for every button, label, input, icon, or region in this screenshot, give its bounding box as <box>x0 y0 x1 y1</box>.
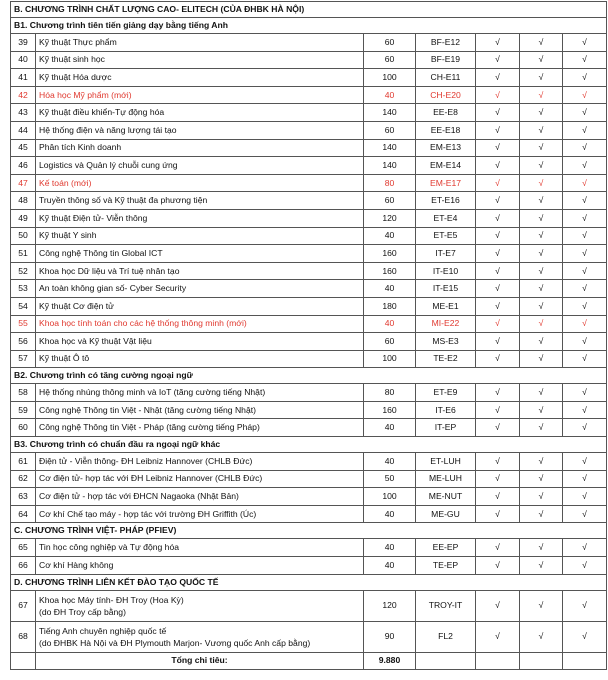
total-empty-cell <box>520 652 563 669</box>
section-header-row <box>11 2 607 18</box>
row-number: 40 <box>11 51 36 69</box>
program-code: EM-E17 <box>416 174 476 192</box>
check-mark-cell: √ <box>476 350 520 368</box>
check-mark-cell: √ <box>476 280 520 298</box>
table-row <box>11 139 607 157</box>
check-mark-cell: √ <box>563 557 607 575</box>
quota-cell: 80 <box>364 384 416 402</box>
program-name <box>36 419 364 437</box>
program-code: IT-E10 <box>416 262 476 280</box>
program-name <box>36 470 364 488</box>
check-mark-cell: √ <box>476 384 520 402</box>
program-name <box>36 121 364 139</box>
check-mark-cell: √ <box>563 174 607 192</box>
program-name-text: Truyền thông số và Kỹ thuật đa phương tiện <box>39 195 208 206</box>
table-row <box>11 488 607 506</box>
check-mark-cell: √ <box>520 384 563 402</box>
check-mark-cell: √ <box>476 419 520 437</box>
section-header-row <box>11 368 607 384</box>
row-number: 48 <box>11 192 36 210</box>
program-name-text: Cơ khí Chế tạo máy - hợp tác với trường ĐH Griffith (Úc) <box>39 508 257 519</box>
row-number: 62 <box>11 470 36 488</box>
check-mark-cell: √ <box>563 350 607 368</box>
program-name <box>36 488 364 506</box>
check-mark-cell: √ <box>563 104 607 122</box>
program-name-text: Kỹ thuật Thực phẩm <box>39 36 117 47</box>
program-name-text: Cơ điện tử- hợp tác với ĐH Leibniz Hannover (CHLB Đức) <box>39 473 263 484</box>
check-mark-cell: √ <box>476 333 520 351</box>
program-name-text: Kỹ thuật Điện tử- Viễn thông <box>39 212 148 223</box>
table-row <box>11 51 607 69</box>
program-name-text: Khoa học Dữ liệu và Trí tuệ nhân tạo <box>39 265 180 276</box>
program-code: BF-E19 <box>416 51 476 69</box>
program-code: ME-GU <box>416 505 476 523</box>
total-empty-cell <box>476 652 520 669</box>
table-row <box>11 121 607 139</box>
check-mark-cell: √ <box>520 121 563 139</box>
program-name <box>36 315 364 333</box>
check-mark-cell: √ <box>563 121 607 139</box>
quota-cell: 140 <box>364 104 416 122</box>
table-row <box>11 209 607 227</box>
program-name <box>36 51 364 69</box>
program-name <box>36 262 364 280</box>
program-name <box>36 621 364 652</box>
table-row <box>11 262 607 280</box>
section-title: B1. Chương trình tiên tiến giảng dạy bằng tiếng Anh <box>11 18 607 34</box>
section-header-row <box>11 523 607 539</box>
row-number: 66 <box>11 557 36 575</box>
row-number: 61 <box>11 453 36 471</box>
table-row <box>11 539 607 557</box>
row-number: 53 <box>11 280 36 298</box>
row-number: 41 <box>11 69 36 87</box>
quota-cell: 50 <box>364 470 416 488</box>
program-name-text: Cơ điện tử - hợp tác với ĐHCN Nagaoka (Nhật Bản) <box>39 491 239 502</box>
program-name <box>36 557 364 575</box>
quota-cell: 60 <box>364 192 416 210</box>
program-name-text: Tiếng Anh chuyên nghiệp quốc tế <box>39 625 167 636</box>
program-name-text: Logistics và Quản lý chuỗi cung ứng <box>39 159 178 170</box>
check-mark-cell: √ <box>476 401 520 419</box>
table-row <box>11 384 607 402</box>
check-mark-cell: √ <box>476 539 520 557</box>
program-name-text: Kế toán (mới) <box>39 177 92 188</box>
check-mark-cell: √ <box>520 470 563 488</box>
check-mark-cell: √ <box>476 192 520 210</box>
program-code: ET-LUH <box>416 453 476 471</box>
program-name-text: Hệ thống điện và năng lượng tái tạo <box>39 124 177 135</box>
table-row <box>11 401 607 419</box>
table-row <box>11 280 607 298</box>
check-mark-cell: √ <box>520 280 563 298</box>
program-name <box>36 590 364 621</box>
program-code: TE-EP <box>416 557 476 575</box>
quota-cell: 120 <box>364 590 416 621</box>
row-number: 49 <box>11 209 36 227</box>
program-code: EE-E18 <box>416 121 476 139</box>
check-mark-cell: √ <box>520 227 563 245</box>
check-mark-cell: √ <box>476 157 520 175</box>
program-name <box>36 333 364 351</box>
check-mark-cell: √ <box>520 453 563 471</box>
check-mark-cell: √ <box>563 51 607 69</box>
check-mark-cell: √ <box>520 104 563 122</box>
program-name-text: Hệ thống nhúng thông minh và IoT (tăng cường tiếng Nhật) <box>39 387 266 398</box>
check-mark-cell: √ <box>563 470 607 488</box>
program-name-note: (do ĐHBK Hà Nội và ĐH Plymouth Marjon- Vương quốc Anh cấp bằng) <box>39 637 311 648</box>
program-name <box>36 280 364 298</box>
check-mark-cell: √ <box>476 86 520 104</box>
check-mark-cell: √ <box>476 505 520 523</box>
check-mark-cell: √ <box>476 262 520 280</box>
quota-cell: 90 <box>364 621 416 652</box>
row-number: 54 <box>11 297 36 315</box>
check-mark-cell: √ <box>563 209 607 227</box>
program-name-text: Kỹ thuật Hóa dược <box>39 71 112 82</box>
program-code: MI-E22 <box>416 315 476 333</box>
program-code: EE-E8 <box>416 104 476 122</box>
program-code: IT-E7 <box>416 245 476 263</box>
check-mark-cell: √ <box>520 34 563 52</box>
section-title: B. CHƯƠNG TRÌNH CHẤT LƯỢNG CAO- ELITECH (CỦA ĐHBK HÀ NỘI) <box>11 2 607 18</box>
program-code: IT-E6 <box>416 401 476 419</box>
program-name-text: Khoa học tính toán cho các hệ thống thông minh (mới) <box>39 318 247 329</box>
check-mark-cell: √ <box>476 139 520 157</box>
program-name <box>36 245 364 263</box>
check-mark-cell: √ <box>563 227 607 245</box>
program-name-text: Kỹ thuật điều khiển-Tự động hóa <box>39 107 165 118</box>
program-code: IT-E15 <box>416 280 476 298</box>
total-value: 9.880 <box>364 652 416 669</box>
table-row <box>11 297 607 315</box>
check-mark-cell: √ <box>476 34 520 52</box>
program-name-text: Phân tích Kinh doanh <box>39 142 122 153</box>
table-row <box>11 419 607 437</box>
table-row <box>11 227 607 245</box>
quota-cell: 140 <box>364 139 416 157</box>
check-mark-cell: √ <box>476 297 520 315</box>
program-name-text: Công nghệ Thông tin Global ICT <box>39 247 163 258</box>
check-mark-cell: √ <box>563 384 607 402</box>
check-mark-cell: √ <box>563 590 607 621</box>
quota-cell: 100 <box>364 69 416 87</box>
table-row <box>11 245 607 263</box>
quota-cell: 100 <box>364 350 416 368</box>
table-row <box>11 470 607 488</box>
table-row <box>11 157 607 175</box>
program-name <box>36 139 364 157</box>
table-row <box>11 34 607 52</box>
table-row <box>11 104 607 122</box>
quota-cell: 180 <box>364 297 416 315</box>
program-code: IT-EP <box>416 419 476 437</box>
total-empty-cell <box>11 652 36 669</box>
quota-cell: 60 <box>364 34 416 52</box>
check-mark-cell: √ <box>476 69 520 87</box>
quota-cell: 40 <box>364 419 416 437</box>
check-mark-cell: √ <box>520 401 563 419</box>
row-number: 50 <box>11 227 36 245</box>
quota-cell: 160 <box>364 262 416 280</box>
quota-cell: 40 <box>364 86 416 104</box>
table-row <box>11 333 607 351</box>
program-name <box>36 453 364 471</box>
quota-cell: 40 <box>364 453 416 471</box>
program-name <box>36 401 364 419</box>
table-row <box>11 192 607 210</box>
check-mark-cell: √ <box>520 174 563 192</box>
check-mark-cell: √ <box>563 192 607 210</box>
quota-cell: 100 <box>364 488 416 506</box>
quota-cell: 40 <box>364 227 416 245</box>
program-name <box>36 174 364 192</box>
check-mark-cell: √ <box>520 350 563 368</box>
table-row <box>11 315 607 333</box>
check-mark-cell: √ <box>476 621 520 652</box>
check-mark-cell: √ <box>563 34 607 52</box>
program-code: BF-E12 <box>416 34 476 52</box>
row-number: 55 <box>11 315 36 333</box>
check-mark-cell: √ <box>563 505 607 523</box>
check-mark-cell: √ <box>476 245 520 263</box>
quota-cell: 40 <box>364 539 416 557</box>
total-empty-cell <box>416 652 476 669</box>
program-name-text: Hóa học Mỹ phẩm (mới) <box>39 89 132 100</box>
program-name <box>36 86 364 104</box>
check-mark-cell: √ <box>476 51 520 69</box>
check-mark-cell: √ <box>476 121 520 139</box>
program-code: EM-E14 <box>416 157 476 175</box>
program-code: EE-EP <box>416 539 476 557</box>
section-title: B3. Chương trình có chuẩn đầu ra ngoại ngữ khác <box>11 437 607 453</box>
program-name-text: Công nghệ Thông tin Việt - Nhật (tăng cường tiếng Nhật) <box>39 404 256 415</box>
program-name <box>36 297 364 315</box>
program-name-text: Khoa học và Kỹ thuật Vật liệu <box>39 335 152 346</box>
row-number: 56 <box>11 333 36 351</box>
section-title: B2. Chương trình có tăng cường ngoại ngữ <box>11 368 607 384</box>
program-name <box>36 505 364 523</box>
row-number: 63 <box>11 488 36 506</box>
row-number: 42 <box>11 86 36 104</box>
check-mark-cell: √ <box>476 557 520 575</box>
check-mark-cell: √ <box>476 315 520 333</box>
program-code: ME-NUT <box>416 488 476 506</box>
program-name <box>36 157 364 175</box>
total-empty-cell <box>563 652 607 669</box>
row-number: 44 <box>11 121 36 139</box>
table-row <box>11 174 607 192</box>
program-name-text: Kỹ thuật Cơ điện tử <box>39 300 114 311</box>
row-number: 65 <box>11 539 36 557</box>
program-code: TROY-IT <box>416 590 476 621</box>
check-mark-cell: √ <box>476 104 520 122</box>
program-code: CH-E20 <box>416 86 476 104</box>
program-name-text: Tin học công nghiệp và Tự động hóa <box>39 542 180 553</box>
check-mark-cell: √ <box>520 157 563 175</box>
program-name-text: Kỹ thuật Ô tô <box>39 353 90 364</box>
program-name <box>36 34 364 52</box>
quota-cell: 60 <box>364 51 416 69</box>
quota-cell: 40 <box>364 280 416 298</box>
program-code: ET-E9 <box>416 384 476 402</box>
table-row <box>11 557 607 575</box>
check-mark-cell: √ <box>520 245 563 263</box>
section-header-row <box>11 437 607 453</box>
check-mark-cell: √ <box>563 539 607 557</box>
table-row <box>11 453 607 471</box>
program-name-text: Kỹ thuật Y sinh <box>39 230 97 241</box>
check-mark-cell: √ <box>520 557 563 575</box>
program-name <box>36 192 364 210</box>
check-mark-cell: √ <box>563 69 607 87</box>
check-mark-cell: √ <box>563 488 607 506</box>
row-number: 64 <box>11 505 36 523</box>
program-code: ME-LUH <box>416 470 476 488</box>
section-header-row <box>11 18 607 34</box>
section-title: D. CHƯƠNG TRÌNH LIÊN KẾT ĐÀO TẠO QUỐC TẾ <box>11 574 607 590</box>
check-mark-cell: √ <box>563 157 607 175</box>
table-row <box>11 350 607 368</box>
check-mark-cell: √ <box>563 297 607 315</box>
row-number: 39 <box>11 34 36 52</box>
check-mark-cell: √ <box>563 453 607 471</box>
table-row <box>11 621 607 652</box>
check-mark-cell: √ <box>520 86 563 104</box>
program-name <box>36 227 364 245</box>
table-row <box>11 86 607 104</box>
check-mark-cell: √ <box>520 69 563 87</box>
row-number: 43 <box>11 104 36 122</box>
check-mark-cell: √ <box>520 139 563 157</box>
program-code: MS-E3 <box>416 333 476 351</box>
check-mark-cell: √ <box>520 51 563 69</box>
program-name-text: Điện tử - Viễn thông- ĐH Leibniz Hannover (CHLB Đức) <box>39 455 253 466</box>
program-code: ET-E5 <box>416 227 476 245</box>
total-row <box>11 652 607 669</box>
row-number: 45 <box>11 139 36 157</box>
row-number: 51 <box>11 245 36 263</box>
program-code: FL2 <box>416 621 476 652</box>
quota-cell: 80 <box>364 174 416 192</box>
check-mark-cell: √ <box>476 488 520 506</box>
check-mark-cell: √ <box>563 245 607 263</box>
quota-cell: 40 <box>364 557 416 575</box>
check-mark-cell: √ <box>563 315 607 333</box>
check-mark-cell: √ <box>563 139 607 157</box>
program-code: EM-E13 <box>416 139 476 157</box>
program-name-text: Kỹ thuật sinh học <box>39 54 105 65</box>
quota-cell: 60 <box>364 333 416 351</box>
check-mark-cell: √ <box>520 590 563 621</box>
section-header-row <box>11 574 607 590</box>
program-name <box>36 104 364 122</box>
check-mark-cell: √ <box>563 333 607 351</box>
program-name <box>36 350 364 368</box>
check-mark-cell: √ <box>520 505 563 523</box>
program-name <box>36 384 364 402</box>
check-mark-cell: √ <box>520 209 563 227</box>
quota-cell: 60 <box>364 121 416 139</box>
program-name-text: Công nghệ Thông tin Việt - Pháp (tăng cường tiếng Pháp) <box>39 422 260 433</box>
check-mark-cell: √ <box>520 262 563 280</box>
row-number: 47 <box>11 174 36 192</box>
row-number: 57 <box>11 350 36 368</box>
check-mark-cell: √ <box>563 262 607 280</box>
check-mark-cell: √ <box>476 453 520 471</box>
row-number: 68 <box>11 621 36 652</box>
program-name-note: (do ĐH Troy cấp bằng) <box>39 606 126 617</box>
row-number: 58 <box>11 384 36 402</box>
program-name <box>36 209 364 227</box>
check-mark-cell: √ <box>476 209 520 227</box>
quota-cell: 160 <box>364 245 416 263</box>
program-name-text: Cơ khí Hàng không <box>39 559 114 570</box>
program-name <box>36 539 364 557</box>
table-row <box>11 590 607 621</box>
check-mark-cell: √ <box>520 192 563 210</box>
program-code: TE-E2 <box>416 350 476 368</box>
check-mark-cell: √ <box>476 590 520 621</box>
check-mark-cell: √ <box>520 419 563 437</box>
row-number: 67 <box>11 590 36 621</box>
program-name-text: An toàn không gian số- Cyber Security <box>39 283 187 294</box>
section-title: C. CHƯƠNG TRÌNH VIỆT- PHÁP (PFIEV) <box>11 523 607 539</box>
row-number: 52 <box>11 262 36 280</box>
check-mark-cell: √ <box>520 621 563 652</box>
check-mark-cell: √ <box>563 419 607 437</box>
check-mark-cell: √ <box>476 470 520 488</box>
row-number: 46 <box>11 157 36 175</box>
table-row <box>11 505 607 523</box>
check-mark-cell: √ <box>563 86 607 104</box>
program-name <box>36 69 364 87</box>
program-code: ME-E1 <box>416 297 476 315</box>
check-mark-cell: √ <box>563 280 607 298</box>
program-code: ET-E4 <box>416 209 476 227</box>
table-row <box>11 69 607 87</box>
total-label: Tổng chỉ tiêu: <box>36 652 364 669</box>
check-mark-cell: √ <box>476 227 520 245</box>
program-code: ET-E16 <box>416 192 476 210</box>
quota-cell: 120 <box>364 209 416 227</box>
check-mark-cell: √ <box>520 297 563 315</box>
check-mark-cell: √ <box>476 174 520 192</box>
check-mark-cell: √ <box>563 621 607 652</box>
quota-cell: 40 <box>364 315 416 333</box>
check-mark-cell: √ <box>563 401 607 419</box>
quota-cell: 160 <box>364 401 416 419</box>
check-mark-cell: √ <box>520 539 563 557</box>
quota-cell: 40 <box>364 505 416 523</box>
program-name-text: Khoa học Máy tính- ĐH Troy (Hoa Kỳ) <box>39 594 184 605</box>
quota-cell: 140 <box>364 157 416 175</box>
check-mark-cell: √ <box>520 315 563 333</box>
admissions-quota-table <box>10 1 607 670</box>
check-mark-cell: √ <box>520 333 563 351</box>
check-mark-cell: √ <box>520 488 563 506</box>
row-number: 59 <box>11 401 36 419</box>
program-code: CH-E11 <box>416 69 476 87</box>
row-number: 60 <box>11 419 36 437</box>
